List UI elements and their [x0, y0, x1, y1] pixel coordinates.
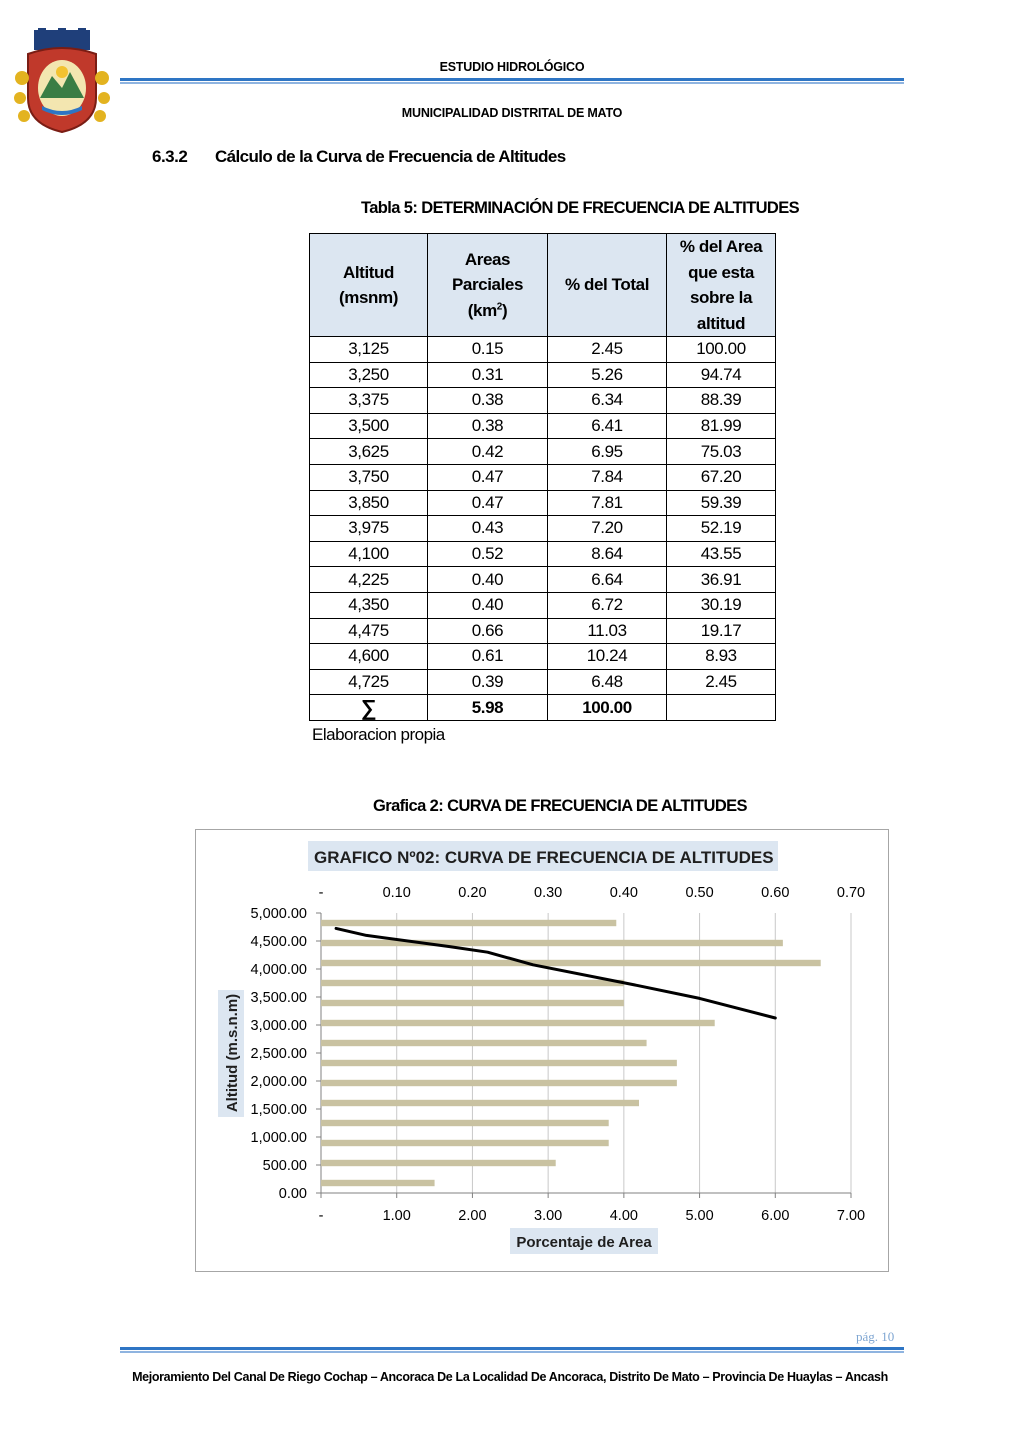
x-tick-label-bottom: -	[318, 1208, 324, 1224]
x-tick-label-bottom: 7.00	[836, 1208, 866, 1224]
y-axis-label: Altitud (m.s.n.m)	[224, 993, 241, 1113]
cell-pct-total: 2.45	[548, 337, 667, 363]
table-row	[310, 362, 776, 388]
y-tick-label: 0.00	[278, 1186, 307, 1202]
y-tick-label: 3,000.00	[250, 1018, 307, 1034]
cell-altitud: 3,625	[310, 439, 428, 465]
cell-altitud: 4,600	[310, 644, 428, 670]
cell-pct-above: 67.20	[667, 464, 776, 490]
cell-area: 0.39	[428, 669, 548, 695]
header-pct-area-line: sobre la	[690, 288, 752, 307]
total-symbol: ∑	[310, 695, 428, 721]
area-bar	[321, 1060, 677, 1066]
y-tick-label: 2,500.00	[250, 1046, 307, 1062]
x-tick-label-bottom: 6.00	[761, 1208, 790, 1224]
x-tick-label-bottom: 5.00	[685, 1208, 714, 1224]
cell-area: 0.15	[428, 337, 548, 363]
cell-pct-total: 10.24	[548, 644, 667, 670]
cell-pct-above: 52.19	[667, 516, 776, 542]
cell-area: 0.47	[428, 490, 548, 516]
cell-pct-above: 36.91	[667, 567, 776, 593]
header-pct-area	[667, 234, 776, 337]
total-area: 5.98	[428, 695, 548, 721]
cell-altitud: 3,975	[310, 516, 428, 542]
area-bar	[321, 1080, 677, 1086]
table-row	[310, 669, 776, 695]
y-tick-label: 5,000.00	[250, 906, 307, 922]
cell-area: 0.66	[428, 618, 548, 644]
cell-pct-above: 59.39	[667, 490, 776, 516]
table-row	[310, 490, 776, 516]
cell-altitud: 3,125	[310, 337, 428, 363]
cell-altitud: 4,225	[310, 567, 428, 593]
cell-altitud: 4,725	[310, 669, 428, 695]
area-bar	[321, 920, 616, 926]
cell-pct-above: 2.45	[667, 669, 776, 695]
chart-frame	[195, 829, 889, 1272]
header-areas	[428, 234, 548, 337]
table-row	[310, 592, 776, 618]
area-bar	[321, 1120, 609, 1126]
cell-pct-total: 6.48	[548, 669, 667, 695]
y-tick-label: 3,500.00	[250, 990, 307, 1006]
table-row	[310, 337, 776, 363]
table-row	[310, 516, 776, 542]
header-subtitle: MUNICIPALIDAD DISTRITAL DE MATO	[401, 106, 623, 120]
y-tick-label: 4,500.00	[250, 934, 307, 950]
table-body	[310, 337, 776, 695]
table-row	[310, 439, 776, 465]
table-row	[310, 413, 776, 439]
cell-pct-total: 5.26	[548, 362, 667, 388]
header-areas-unit-sup: 2	[496, 301, 502, 313]
cell-pct-above: 100.00	[667, 337, 776, 363]
header-title: ESTUDIO HIDROLÓGICO	[439, 60, 585, 74]
table-row	[310, 464, 776, 490]
table-header-row	[310, 234, 776, 337]
area-bar	[321, 1020, 715, 1026]
cell-area: 0.47	[428, 464, 548, 490]
header-areas-line: Parciales	[451, 275, 524, 295]
area-bar	[321, 960, 821, 966]
x-tick-label-bottom: 3.00	[534, 1208, 563, 1224]
header-pct-area-line: que esta	[688, 262, 754, 282]
y-tick-label: 4,000.00	[250, 962, 307, 978]
header-altitud-line: Altitud	[342, 262, 394, 282]
header-pct-total: % del Total	[548, 234, 667, 337]
header-areas-unit-text: (km	[467, 300, 497, 320]
cell-pct-above: 81.99	[667, 413, 776, 439]
y-tick-label: 1,500.00	[250, 1102, 307, 1118]
cell-pct-above: 8.93	[667, 644, 776, 670]
x-tick-label-top: 0.10	[382, 885, 411, 901]
x-tick-label-top: 0.30	[534, 885, 563, 901]
municipal-coat-of-arms-icon	[12, 28, 112, 136]
cell-pct-total: 11.03	[548, 618, 667, 644]
cell-altitud: 3,500	[310, 413, 428, 439]
cell-altitud: 3,375	[310, 388, 428, 414]
cell-altitud: 3,850	[310, 490, 428, 516]
y-tick-label: 2,000.00	[250, 1074, 307, 1090]
cell-pct-above: 94.74	[667, 362, 776, 388]
cell-pct-total: 6.41	[548, 413, 667, 439]
table-source: Elaboracion propia	[312, 725, 445, 744]
area-bar	[321, 940, 783, 946]
cell-area: 0.38	[428, 413, 548, 439]
x-tick-label-top: 0.60	[761, 885, 790, 901]
header-pct-area-line: % del Area	[679, 237, 763, 256]
area-bar	[321, 1000, 624, 1006]
cell-area: 0.42	[428, 439, 548, 465]
cell-altitud: 4,350	[310, 592, 428, 618]
cell-pct-total: 8.64	[548, 541, 667, 567]
cell-altitud: 4,100	[310, 541, 428, 567]
x-axis-label: Porcentaje de Area	[516, 1234, 652, 1251]
chart-title: GRAFICO Nº02: CURVA DE FRECUENCIA DE ALTITUDES	[314, 848, 774, 867]
cell-pct-total: 7.84	[548, 464, 667, 490]
table-total-row	[310, 695, 776, 721]
cell-area: 0.31	[428, 362, 548, 388]
cell-area: 0.40	[428, 567, 548, 593]
table-row	[310, 541, 776, 567]
area-bar	[321, 1180, 435, 1186]
x-tick-label-bottom: 1.00	[382, 1208, 411, 1224]
cell-area: 0.43	[428, 516, 548, 542]
cell-pct-total: 7.81	[548, 490, 667, 516]
section-number: 6.3.2	[152, 147, 188, 166]
header-areas-unit-close: )	[501, 300, 508, 320]
x-tick-label-top: 0.70	[836, 885, 866, 901]
cell-pct-total: 7.20	[548, 516, 667, 542]
cell-area: 0.38	[428, 388, 548, 414]
header-areas-line: Areas	[464, 249, 511, 269]
cell-pct-total: 6.95	[548, 439, 667, 465]
table-row	[310, 618, 776, 644]
header-altitud	[310, 234, 428, 337]
cell-pct-total: 6.34	[548, 388, 667, 414]
altitude-frequency-chart	[196, 830, 888, 1271]
area-bar	[321, 1160, 556, 1166]
area-bar	[321, 980, 624, 986]
x-tick-label-bottom: 2.00	[458, 1208, 487, 1224]
y-tick-label: 1,000.00	[250, 1130, 307, 1146]
cell-altitud: 3,250	[310, 362, 428, 388]
table-row	[310, 567, 776, 593]
figure-caption: Grafica 2: CURVA DE FRECUENCIA DE ALTITUDES	[373, 797, 747, 815]
cell-pct-above: 75.03	[667, 439, 776, 465]
table-caption: Tabla 5: DETERMINACIÓN DE FRECUENCIA DE ALTITUDES	[360, 199, 800, 217]
total-above	[667, 695, 776, 721]
footer-rule	[120, 1347, 904, 1353]
cell-altitud: 3,750	[310, 464, 428, 490]
cell-pct-total: 6.72	[548, 592, 667, 618]
total-pct: 100.00	[548, 695, 667, 721]
x-tick-label-bottom: 4.00	[609, 1208, 638, 1224]
cell-pct-above: 43.55	[667, 541, 776, 567]
x-tick-label-top: 0.50	[685, 885, 714, 901]
cell-pct-above: 88.39	[667, 388, 776, 414]
area-bar	[321, 1040, 647, 1046]
footer-text: Mejoramiento Del Canal De Riego Cochap – Ancoraca De La Localidad De Ancoraca, Distrito De Mato – Provincia De Huaylas – Ancash	[132, 1370, 888, 1384]
header-pct-area-line: altitud	[696, 313, 746, 333]
cell-area: 0.61	[428, 644, 548, 670]
page-number: pág. 10	[856, 1329, 895, 1344]
table-row	[310, 644, 776, 670]
altitude-frequency-table	[309, 233, 776, 721]
cell-pct-above: 30.19	[667, 592, 776, 618]
table-row	[310, 388, 776, 414]
cell-pct-total: 6.64	[548, 567, 667, 593]
area-bar	[321, 1100, 639, 1106]
header-areas-unit	[428, 298, 547, 324]
cell-area: 0.52	[428, 541, 548, 567]
x-tick-label-top: 0.40	[609, 885, 638, 901]
cell-altitud: 4,475	[310, 618, 428, 644]
cell-area: 0.40	[428, 592, 548, 618]
cell-pct-above: 19.17	[667, 618, 776, 644]
section-title: Cálculo de la Curva de Frecuencia de Altitudes	[215, 147, 566, 166]
x-tick-label-top: 0.20	[458, 885, 487, 901]
area-bar	[321, 1140, 609, 1146]
header-altitud-unit: (msnm)	[339, 288, 398, 307]
header-rule	[120, 78, 904, 84]
x-tick-label-top: -	[318, 885, 324, 901]
y-tick-label: 500.00	[262, 1158, 307, 1174]
